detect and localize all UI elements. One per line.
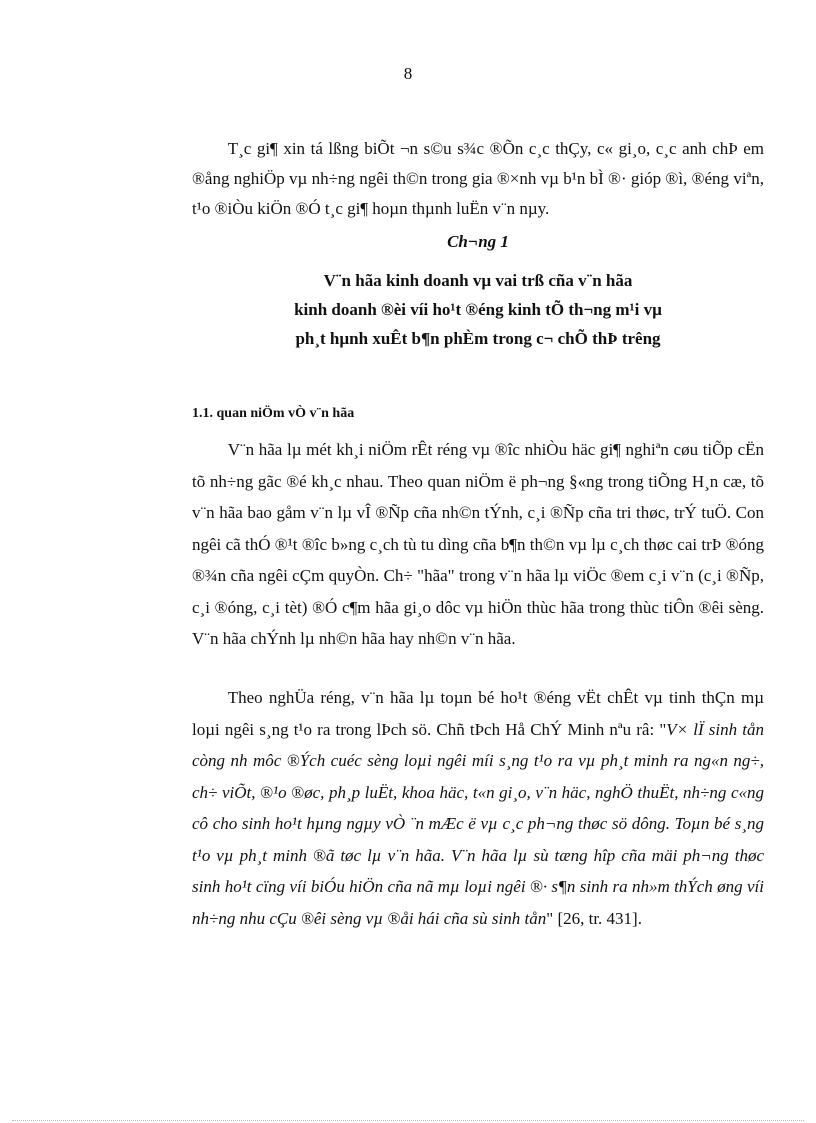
- acknowledgement-paragraph: T¸c gi¶ xin tá lßng biÕt ¬n s©u s¾c ®Õn c¸c thÇy, c« gi¸o, c¸c anh chÞ em ®ång nghiÖp vµ nh÷ng ngêi th©n trong gia ®×nh vµ b¹n bÌ ®· gióp ®ì, ®éng viªn, t¹o ®iÒu kiÖn ®Ó t¸c gi¶ hoµn thµnh luËn v¨n nµy.: [192, 139, 764, 218]
- acknowledgement-block: [192, 134, 764, 224]
- paragraph-2: [192, 682, 764, 934]
- paragraph-2-quote: V× lÏ sinh tån còng nh môc ®Ých cuéc sèng loµi ngêi míi s¸ng t¹o ra vµ ph¸t minh ra ng«n ng÷, ch÷ viÕt, ®¹o ®øc, ph¸p luËt, khoa häc, t«n gi¸o, v¨n häc, nghÖ thuËt, nh÷ng c«ng cô cho sinh ho¹t hµng ngµy vÒ ¨n mÆc ë vµ c¸c ph¬ng thøc sö dông. Toµn bé s¸ng t¹o vµ ph¸t minh ®ã tøc lµ v¨n hãa. V¨n hãa lµ sù tæng hîp cña mäi ph¬ng thøc sinh ho¹t cïng víi biÓu hiÖn cña nã mµ loµi ngêi ®· s¶n sinh ra nh»m thÝch øng víi nh÷ng nhu cÇu ®êi sèng vµ ®åi hái cña sù sinh tån: [192, 719, 765, 928]
- paragraph-1-block: [192, 434, 764, 655]
- chapter-title-line-3: ph¸t hµnh xuÊt b¶n phÈm trong c¬ chÕ thÞ trêng: [295, 329, 661, 348]
- chapter-label: Ch¬ng 1: [447, 232, 509, 251]
- paragraph-2-citation: " [26, tr. 431].: [546, 908, 642, 928]
- chapter-title: [192, 266, 764, 353]
- paragraph-2-block: [192, 682, 764, 934]
- paragraph-2-intro: Theo nghÜa réng, v¨n hãa lµ toµn bé ho¹t ®éng vËt chÊt vµ tinh thÇn mµ loµi ngêi s¸ng t¹o ra trong lÞch sö. Chñ tÞch Hå ChÝ Minh nªu râ: ": [192, 688, 764, 739]
- page-number: 8: [403, 64, 413, 83]
- chapter-title-line-1: V¨n hãa kinh doanh vµ vai trß cña v¨n hãa: [323, 271, 633, 290]
- paragraph-1: V¨n hãa lµ mét kh¸i niÖm rÊt réng vµ ®îc nhiÒu häc gi¶ nghiªn cøu tiÕp cËn tõ nh÷ng gãc ®é kh¸c nhau. Theo quan niÖm ë ph¬ng §«ng trong tiÕng H¸n cæ, tõ v¨n hãa bao gåm v¨n lµ vÎ ®Ñp cña nh©n tÝnh, c¸i ®Ñp cña tri thøc, trÝ tuÖ. Con ngêi cã thÓ ®¹t ®îc b»ng c¸ch tù tu dìng cña b¶n th©n vµ lµ c¸ch thøc cai trÞ ®óng ®¾n cña ngêi cÇm quyÒn. Ch÷ "hãa" trong v¨n hãa lµ viÖc ®em c¸i v¨n (c¸i ®Ñp, c¸i ®óng, c¸i tèt) ®Ó c¶m hãa gi¸o dôc vµ hiÖn thùc hãa trong thùc tiÔn ®êi sèng. V¨n hãa chÝnh lµ nh©n hãa hay nh©n v¨n hãa.: [192, 440, 764, 648]
- footer-divider: [12, 1120, 804, 1121]
- chapter-title-line-2: kinh doanh ®èi víi ho¹t ®éng kinh tÕ th¬ng m¹i vµ: [294, 300, 662, 319]
- section-heading: 1.1. quan niÖm vÒ v¨n hãa: [192, 406, 355, 421]
